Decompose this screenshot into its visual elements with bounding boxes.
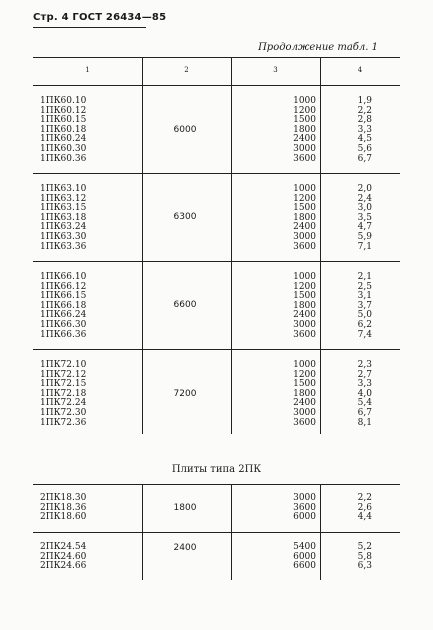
table-header-rule xyxy=(33,85,400,86)
length-value-list: 3000 3600 6000 xyxy=(293,493,316,523)
width-value: 6000 xyxy=(173,125,197,135)
table-top-rule xyxy=(33,57,400,58)
length-value-list: 1000 1200 1500 1800 2400 3000 3600 xyxy=(293,360,316,428)
group-separator xyxy=(33,349,400,350)
weight-value-list: 5,2 5,8 6,3 xyxy=(357,542,372,572)
column-number-2: 2 xyxy=(184,66,189,74)
column-divider xyxy=(320,484,321,580)
table-continuation-label: Продолжение табл. 1 xyxy=(258,42,378,53)
width-value: 1800 xyxy=(173,503,197,513)
page-header: Стр. 4 ГОСТ 26434—85 xyxy=(33,12,167,23)
weight-value-list: 2,2 2,6 4,4 xyxy=(357,493,372,523)
length-value-list: 5400 6000 6600 xyxy=(293,542,316,572)
width-value: 2400 xyxy=(173,543,197,553)
width-value: 6600 xyxy=(173,300,197,310)
weight-value-list: 2,1 2,5 3,1 3,7 5,0 6,2 7,4 xyxy=(357,272,372,340)
product-code-list: 1ПК66.10 1ПК66.12 1ПК66.15 1ПК66.18 1ПК66.24 1ПК66.30 1ПК66.36 xyxy=(40,272,87,340)
column-divider xyxy=(142,85,143,434)
column-divider xyxy=(320,85,321,434)
column-number-3: 3 xyxy=(273,66,278,74)
column-number-4: 4 xyxy=(357,66,363,74)
column-number-1: 1 xyxy=(85,66,90,74)
group-separator xyxy=(33,261,400,262)
section-subtitle: Плиты типа 2ПК xyxy=(171,464,262,475)
length-value-list: 1000 1200 1500 1800 2400 3000 3600 xyxy=(293,96,316,164)
product-code-list: 2ПК24.54 2ПК24.60 2ПК24.66 xyxy=(40,542,87,572)
column-divider xyxy=(231,484,232,580)
column-divider xyxy=(142,484,143,580)
weight-value-list: 2,3 2,7 3,3 4,0 5,4 6,7 8,1 xyxy=(357,360,372,428)
header-rule xyxy=(33,27,146,28)
length-value-list: 1000 1200 1500 1800 2400 3000 3600 xyxy=(293,272,316,340)
column-divider xyxy=(231,85,232,434)
weight-value-list: 1,9 2,2 2,8 3,3 4,5 5,6 6,7 xyxy=(357,96,372,164)
section-top-rule xyxy=(33,484,400,485)
width-value: 7200 xyxy=(173,389,197,399)
product-code-list: 1ПК72.10 1ПК72.12 1ПК72.15 1ПК72.18 1ПК72.24 1ПК72.30 1ПК72.36 xyxy=(40,360,87,428)
product-code-list: 2ПК18.30 2ПК18.36 2ПК18.60 xyxy=(40,493,87,523)
group-separator xyxy=(33,173,400,174)
product-code-list: 1ПК63.10 1ПК63.12 1ПК63.15 1ПК63.18 1ПК63.24 1ПК63.30 1ПК63.36 xyxy=(40,184,87,252)
product-code-list: 1ПК60.10 1ПК60.12 1ПК60.15 1ПК60.18 1ПК60.24 1ПК60.30 1ПК60.36 xyxy=(40,96,87,164)
weight-value-list: 2,0 2,4 3,0 3,5 4,7 5,9 7,1 xyxy=(357,184,372,252)
group-separator xyxy=(33,532,400,533)
length-value-list: 1000 1200 1500 1800 2400 3000 3600 xyxy=(293,184,316,252)
width-value: 6300 xyxy=(173,212,197,222)
